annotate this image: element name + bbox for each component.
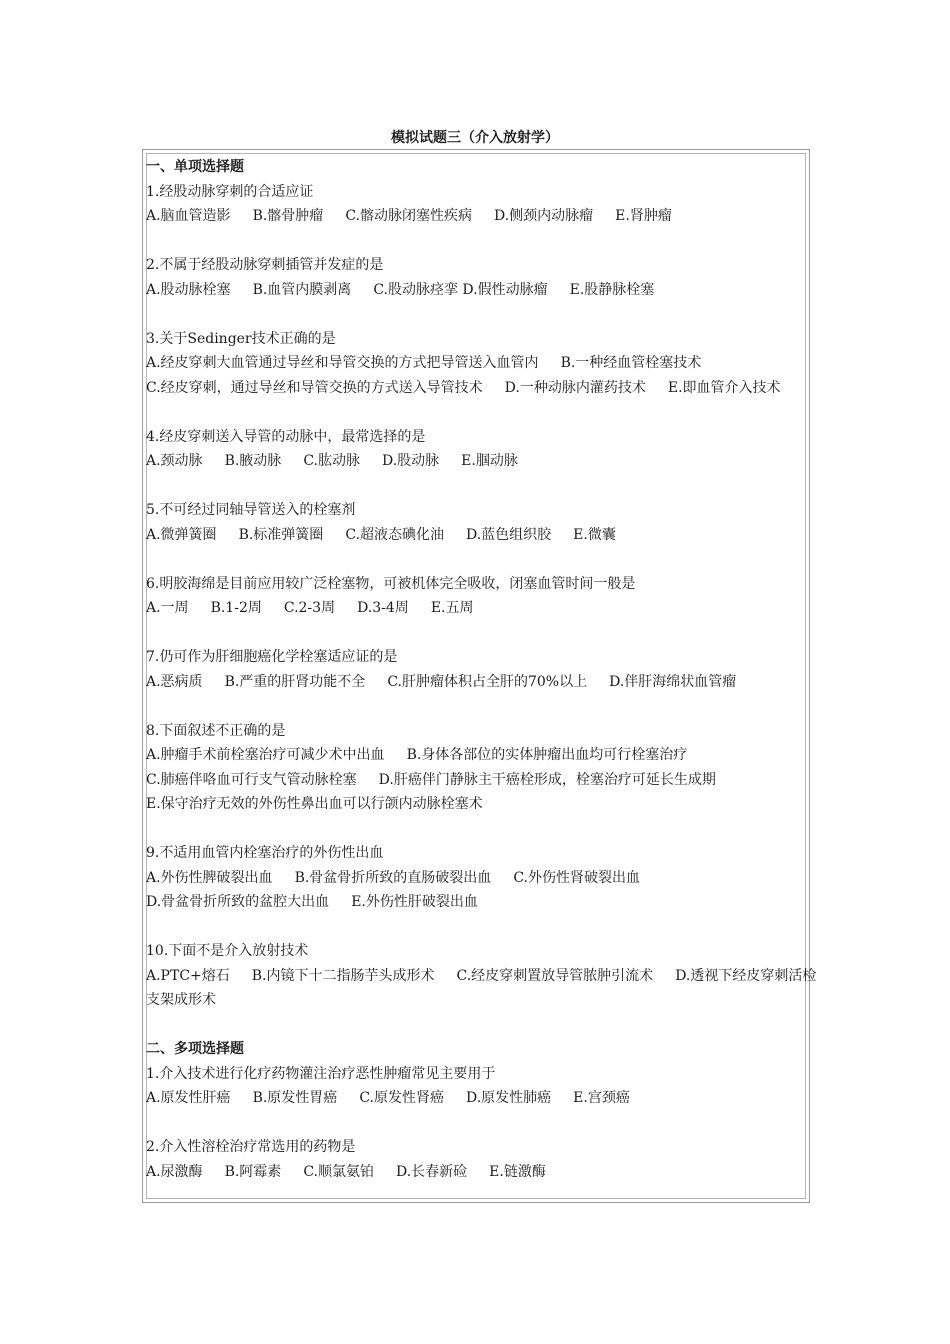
answer-option: A.颈动脉 [146,453,203,469]
options-line [146,354,723,372]
answer-option: B.骨盆骨折所致的直肠破裂出血 [294,869,492,886]
answer-option: D.骨盆骨折所致的盆腔大出血 [146,894,330,910]
answer-option: B.严重的肝肾功能不全 [224,673,366,690]
question-stem: 2.介入性溶栓治疗常选用的药物是 [146,1139,356,1155]
answer-option: A.肿瘤手术前栓塞治疗可减少术中出血 [146,747,385,763]
answer-option: A.股动脉栓塞 [146,281,231,298]
options-line [146,1163,568,1181]
answer-option: C.顺氯氨铂 [303,1163,374,1180]
options-line [146,599,495,617]
answer-option: B.髂骨肿瘤 [252,208,324,224]
answer-option: B.标准弹簧圈 [238,526,324,543]
answer-option: E.腘动脉 [461,453,518,469]
answer-option: E.五周 [430,600,474,616]
answer-option: D.原发性肺癌 [465,1090,552,1106]
answer-option: 支架成形术 [146,992,216,1008]
answer-option: E.微囊 [573,526,616,543]
answer-option: E.肾肿瘤 [615,208,672,224]
answer-option: A.原发性肝癌 [146,1090,231,1106]
section-heading: 一、单项选择题 [146,159,244,175]
answer-option: D.长春新硷 [395,1163,468,1180]
question-stem: 7.仍可作为肝细胞癌化学栓塞适应证的是 [146,649,398,665]
options-line [146,379,803,397]
question-stem: 8.下面叙述不正确的是 [146,722,286,739]
answer-option: B.原发性胃癌 [252,1090,338,1106]
options-line [146,452,540,470]
options-line [146,746,709,764]
options-line [146,281,676,299]
answer-option: B.腋动脉 [224,453,282,469]
answer-option: B.身体各部位的实体肿瘤出血均可行栓塞治疗 [406,747,688,763]
answer-option: E.股静脉栓塞 [569,281,655,298]
answer-option: C.肝肿瘤体积占全肝的70%以上 [387,673,588,690]
answer-option: C.2-3周 [283,600,336,616]
answer-option: A.外伤性脾破裂出血 [146,869,273,886]
question-stem: 4.经皮穿刺送入导管的动脉中，最常选择的是 [146,428,426,445]
answer-option: A.恶病质 [146,673,203,690]
answer-option: B.一种经血管栓塞技术 [560,355,702,371]
answer-option: C.肺癌伴咯血可行支气管动脉栓塞 [146,771,357,788]
answer-option: E.链激酶 [489,1163,546,1180]
answer-option: D.蓝色组织胶 [465,526,552,543]
options-line [146,869,662,887]
answer-option: C.外伤性肾破裂出血 [513,869,640,886]
question-stem: 3.关于Sedinger技术正确的是 [146,330,336,347]
answer-option: D.伴肝海绵状血管瘤 [609,673,737,690]
answer-option: B.内镜下十二指肠芋头成形术 [251,967,435,984]
options-line [146,795,505,813]
answer-option: A.尿激酶 [146,1163,203,1180]
answer-option: C.经皮穿刺置放导管脓肿引流术 [456,967,654,984]
answer-option: A.PTC+熔石 [146,967,230,984]
question-stem: 10.下面不是介入放射技术 [146,943,309,959]
question-stem: 5.不可经过同轴导管送入的栓塞剂 [146,502,356,518]
answer-option: C.原发性肾癌 [359,1090,444,1106]
answer-option: D.一种动脉内灌药技术 [504,379,646,396]
options-line [146,673,758,691]
answer-option: C.经皮穿刺，通过导丝和导管交换的方式送入导管技术 [146,379,483,396]
section-heading: 二、多项选择题 [146,1041,244,1057]
answer-option: E.保守治疗无效的外伤性鼻出血可以行颌内动脉栓塞术 [146,796,483,812]
answer-option: C.股动脉痉挛 D.假性动脉瘤 [373,281,548,298]
options-line [146,207,694,225]
options-line [146,1089,652,1107]
question-stem: 6.明胶海绵是目前应用较广泛栓塞物，可被机体完全吸收，闭塞血管时间一般是 [146,575,636,592]
question-stem: 2.不属于经股动脉穿刺插管并发症的是 [146,257,384,273]
answer-option: A.一周 [146,600,189,616]
options-line [146,991,238,1009]
answer-option: D.侧颈内动脉瘤 [493,208,594,224]
answer-option: D.透视下经皮穿刺活检 [675,967,817,984]
answer-option: B.血管内膜剥离 [252,281,352,298]
answer-option: A.微弹簧圈 [146,526,217,543]
answer-option: E.宫颈癌 [573,1090,630,1106]
answer-option: C.肱动脉 [303,453,360,469]
answer-option: C.髂动脉闭塞性疾病 [345,208,472,224]
answer-option: D.肝癌伴门静脉主干癌栓形成，栓塞治疗可延长生成期 [378,771,716,788]
options-line [146,893,500,911]
question-stem: 1.介入技术进行化疗药物灌注治疗恶性肿瘤常见主要用于 [146,1065,496,1082]
answer-option: B.1-2周 [210,600,262,616]
options-line [146,967,838,985]
answer-option: A.经皮穿刺大血管通过导丝和导管交换的方式把导管送入血管内 [146,355,539,371]
answer-option: C.超液态碘化油 [345,526,444,543]
options-line [146,771,738,789]
answer-option: A.脑血管造影 [146,208,231,224]
question-stem: 1.经股动脉穿刺的合适应证 [146,183,314,200]
page-title: 模拟试题三（介入放射学） [391,130,559,146]
answer-option: E.外伤性肝破裂出血 [351,894,478,910]
question-stem: 9.不适用血管内栓塞治疗的外伤性出血 [146,845,384,861]
answer-option: D.3-4周 [357,600,409,616]
answer-option: E.即血管介入技术 [667,379,781,396]
answer-option: D.股动脉 [381,453,440,469]
options-line [146,526,638,544]
answer-option: B.阿霉素 [224,1163,282,1180]
